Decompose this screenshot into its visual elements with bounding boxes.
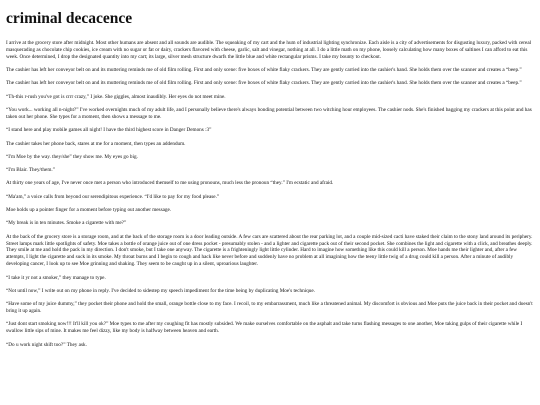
paragraph: “Just dont start smoking now!!! It'll kill you ok?” Moe types to me after my coughing fit has mostly subsided. We make ourselves comfortable on the asphalt and take turns flashing messages to one another, Moe taking gulps of their cigarette while I swallow little sips of mine. It makes me feel dizzy, like my body is halfway between heaven and earth. xyxy=(6,321,523,335)
paragraph: “Have some of my juice dummy,” they pocket their phone and hold the small, orange bottle close to my face. I recoil, to my embarrassment, much like a threatened animal. My discomfort is obvious and Moe puts the juice back in their pocket and doesn't bring it up again. xyxy=(6,301,533,315)
paragraph: The cashier has left her conveyor belt on and its muttering reminds me of old film rolling. First and only scene: five boxes of white flaky crackers. They are gently carried into the cashier's hand. She holds them over the scanner and creates a “beep.” xyxy=(6,80,522,87)
paragraph: “I'm Moe by the way. they/she” they show me. My eyes go big. xyxy=(6,153,138,160)
page-title: criminal decacence xyxy=(6,10,133,27)
paragraph: “Do u work night shift too?” They ask. xyxy=(6,341,87,348)
paragraph: “Not until now,” I write out on my phone in reply. I've decided to sidestep my speech impediment for the time being by duplicating Moe's technique. xyxy=(6,287,315,294)
paragraph: The cashier takes her phone back, stares at me for a moment, then types an addendum. xyxy=(6,140,186,147)
paragraph: “I stand here and play mobile games all night! I have the third highest score in Danger Demons :3” xyxy=(6,127,212,134)
paragraph: I arrive at the grocery store after midnight. Most other humans are absent and all sounds are audible. The squeaking of my cart and the hum of industrial lighting synchronize. Each aisle is a city of advertisements for disgusting luxury, packed with cereal masquerading as chocolate chip cookies, ice cream with no sugar or fat or dairy, crackers flavored with cheese, garlic, salt and vinegar, nothing at all. I do a little math on my phone, loosely calculating how many boxes of saltines I can afford to eat this week. Once determined, I drop the designated quantity into my cart; its large, silver mesh structure dwarfs the little blue and white rectangular prisms. I take my bounty to checkout. xyxy=(6,40,532,60)
paragraph: “Th-this r-rush you've got is crrr crazy,” I joke. She giggles, almost inaudibly. Her eyes do not meet mine. xyxy=(6,93,226,100)
paragraph: “I'm Blair. They/them.” xyxy=(6,167,55,174)
paragraph: Moe holds up a pointer finger for a moment before typing out another message. xyxy=(6,207,172,214)
paragraph: At the back of the grocery store is a storage room, and at the back of the storage room is a door leading outside. A few cars are scattered about the rear parking lot, and a couple mid-sized cacti have staked their claim to the stony land around its periphery. Street lamps mark little spotlights of safety. Moe takes a bottle of orange juice out of one dress pocket - presumably stolen - and a lighter and cigarette pack out of their second pocket. She combines the light and cigarette with a click, and breathes deeply. They smile at me and hold the pack in my direction. I don't smoke, but I take one anyway. The cigarette is a frighteningly light little cylinder. Hard to imagine how something like this could kill a person. Moe hands me their lighter and, after a few attempts, I light the cigarette and suck in its smoke. My throat burns and I begin to cough and hack like never before and suddenly have no problem at all imagining how the teeny little twig of a drug could kill a person. After a minute of audibly developing cancer, I look up to see Moe grinning and shaking. They seem to be caught up in a silent, uproarious laughter. xyxy=(6,233,533,268)
paragraph: “You work... working all n-night?” I've worked overnights much of my adult life, and I personally believe there's always bonding potential between two witching hour employees. The cashier nods. She's finished bagging my crackers at this point and has taken out her phone. She types for a moment, then shows a message to me. xyxy=(6,107,532,120)
paragraph: “Ma'am,” a voice calls from beyond our serendipitous experience. “I'd like to pay for my food please.” xyxy=(6,193,220,200)
paragraph: The cashier has left her conveyor belt on and its muttering reminds me of old film rolling. First and only scene: five boxes of white flaky crackers. They are gently carried into the cashier's hand. She holds them over the scanner and creates a “beep.” xyxy=(6,67,522,74)
paragraph: “My break is in ten minutes. Smoke a cigarette with me?” xyxy=(6,220,127,227)
story-body xyxy=(6,40,534,348)
paragraph: “I take it yr not a smoker,” they manage to type. xyxy=(6,274,106,281)
paragraph: At thirty one years of age, I've never once met a person who introduced themself to me using pronouns, much less the pronoun “they.” I'm ecstatic and afraid. xyxy=(6,180,334,187)
